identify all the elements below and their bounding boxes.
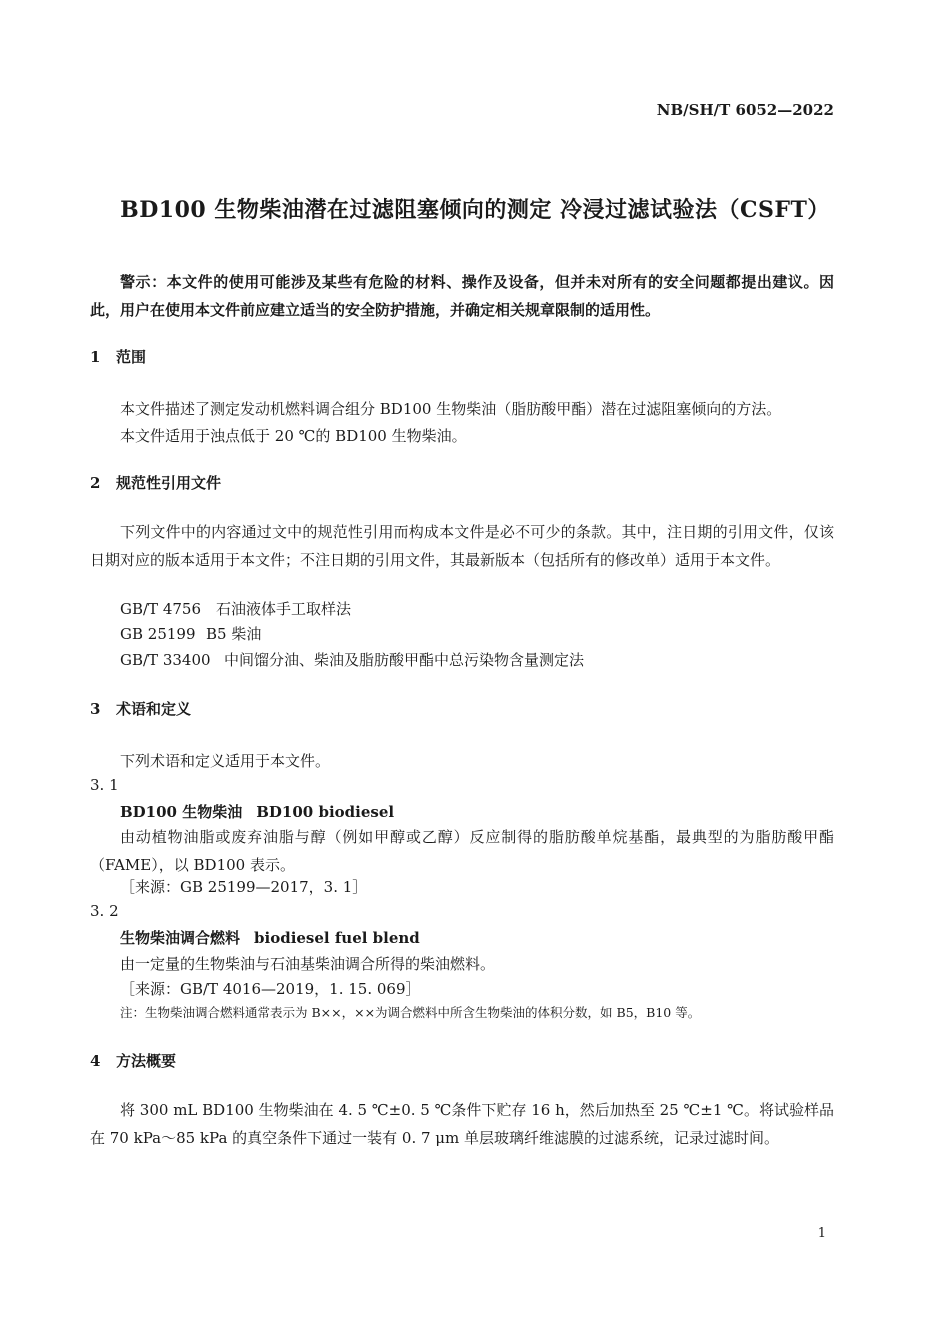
term-chinese: BD100 生物柴油 — [120, 803, 243, 821]
terms-intro: 下列术语和定义适用于本文件。 — [120, 752, 331, 770]
page-title: BD100 生物柴油潜在过滤阻塞倾向的测定 冷浸过滤试验法（CSFT） — [120, 197, 830, 223]
reference-name: 中间馏分油、柴油及脂肪酸甲酯中总污染物含量测定法 — [224, 651, 585, 669]
section-number: 2 — [90, 474, 101, 492]
reference-item — [120, 598, 351, 619]
term-heading — [120, 801, 394, 822]
references-paragraph: 下列文件中的内容通过文中的规范性引用而构成本文件是必不可少的条款。其中，注日期的引用文件，仅该日期对应的版本适用于本文件；不注日期的引用文件，其最新版本（包括所有的修改单）适用于本文件。 — [90, 523, 834, 569]
section-number: 1 — [90, 348, 101, 366]
scope-line-1: 本文件描述了测定发动机燃料调合组分 BD100 生物柴油（脂肪酸甲酯）潜在过滤阻塞倾向的方法。 — [120, 400, 782, 418]
term-chinese: 生物柴油调合燃料 — [120, 929, 241, 947]
term-english: BD100 biodiesel — [256, 803, 395, 821]
term-source: ［来源：GB 25199—2017，3. 1］ — [120, 878, 368, 896]
term-note: 注：生物柴油调合燃料通常表示为 B××，××为调合燃料中所含生物柴油的体积分数，如 B5，B10 等。 — [120, 1005, 701, 1020]
method-paragraph: 将 300 mL BD100 生物柴油在 4. 5 ℃±0. 5 ℃条件下贮存 16 h，然后加热至 25 ℃±1 ℃。将试验样品在 70 kPa～85 kPa 的真空条件下通过一装有 0. 7 μm 单层玻璃纤维滤膜的过滤系统，记录过滤时间。 — [90, 1101, 834, 1147]
reference-item — [120, 649, 584, 670]
reference-code: GB/T 4756 — [120, 600, 202, 618]
section-heading-method — [90, 1050, 176, 1071]
warning-paragraph: 警示：本文件的使用可能涉及某些有危险的材料、操作及设备，但并未对所有的安全问题都提出建议。因此，用户在使用本文件前应建立适当的安全防护措施，并确定相关规章限制的适用性。 — [90, 273, 834, 319]
term-number: 3. 1 — [90, 776, 119, 794]
scope-line-2: 本文件适用于浊点低于 20 ℃的 BD100 生物柴油。 — [120, 427, 467, 445]
reference-code: GB/T 33400 — [120, 651, 211, 669]
reference-name: B5 柴油 — [206, 625, 262, 643]
section-title: 规范性引用文件 — [116, 474, 222, 492]
term-source: ［来源：GB/T 4016—2019，1. 15. 069］ — [120, 980, 421, 998]
term-english: biodiesel fuel blend — [254, 929, 420, 947]
reference-name: 石油液体手工取样法 — [216, 600, 352, 618]
document-code: NB/SH/T 6052—2022 — [656, 101, 834, 119]
term-definition: 由动植物油脂或废弃油脂与醇（例如甲醇或乙醇）反应制得的脂肪酸单烷基酯，最典型的为脂肪酸甲酯（FAME），以 BD100 表示。 — [90, 828, 834, 874]
section-title: 范围 — [116, 348, 147, 366]
term-definition: 由一定量的生物柴油与石油基柴油调合所得的柴油燃料。 — [120, 955, 496, 973]
page-number: 1 — [817, 1226, 826, 1241]
section-heading-references — [90, 472, 221, 493]
reference-code: GB 25199 — [120, 625, 196, 643]
section-title: 方法概要 — [116, 1052, 177, 1070]
term-heading — [120, 927, 420, 948]
section-heading-scope — [90, 346, 146, 367]
section-heading-terms — [90, 698, 191, 719]
section-title: 术语和定义 — [116, 700, 192, 718]
section-number: 4 — [90, 1052, 101, 1070]
reference-item — [120, 623, 261, 644]
term-number: 3. 2 — [90, 902, 119, 920]
section-number: 3 — [90, 700, 101, 718]
